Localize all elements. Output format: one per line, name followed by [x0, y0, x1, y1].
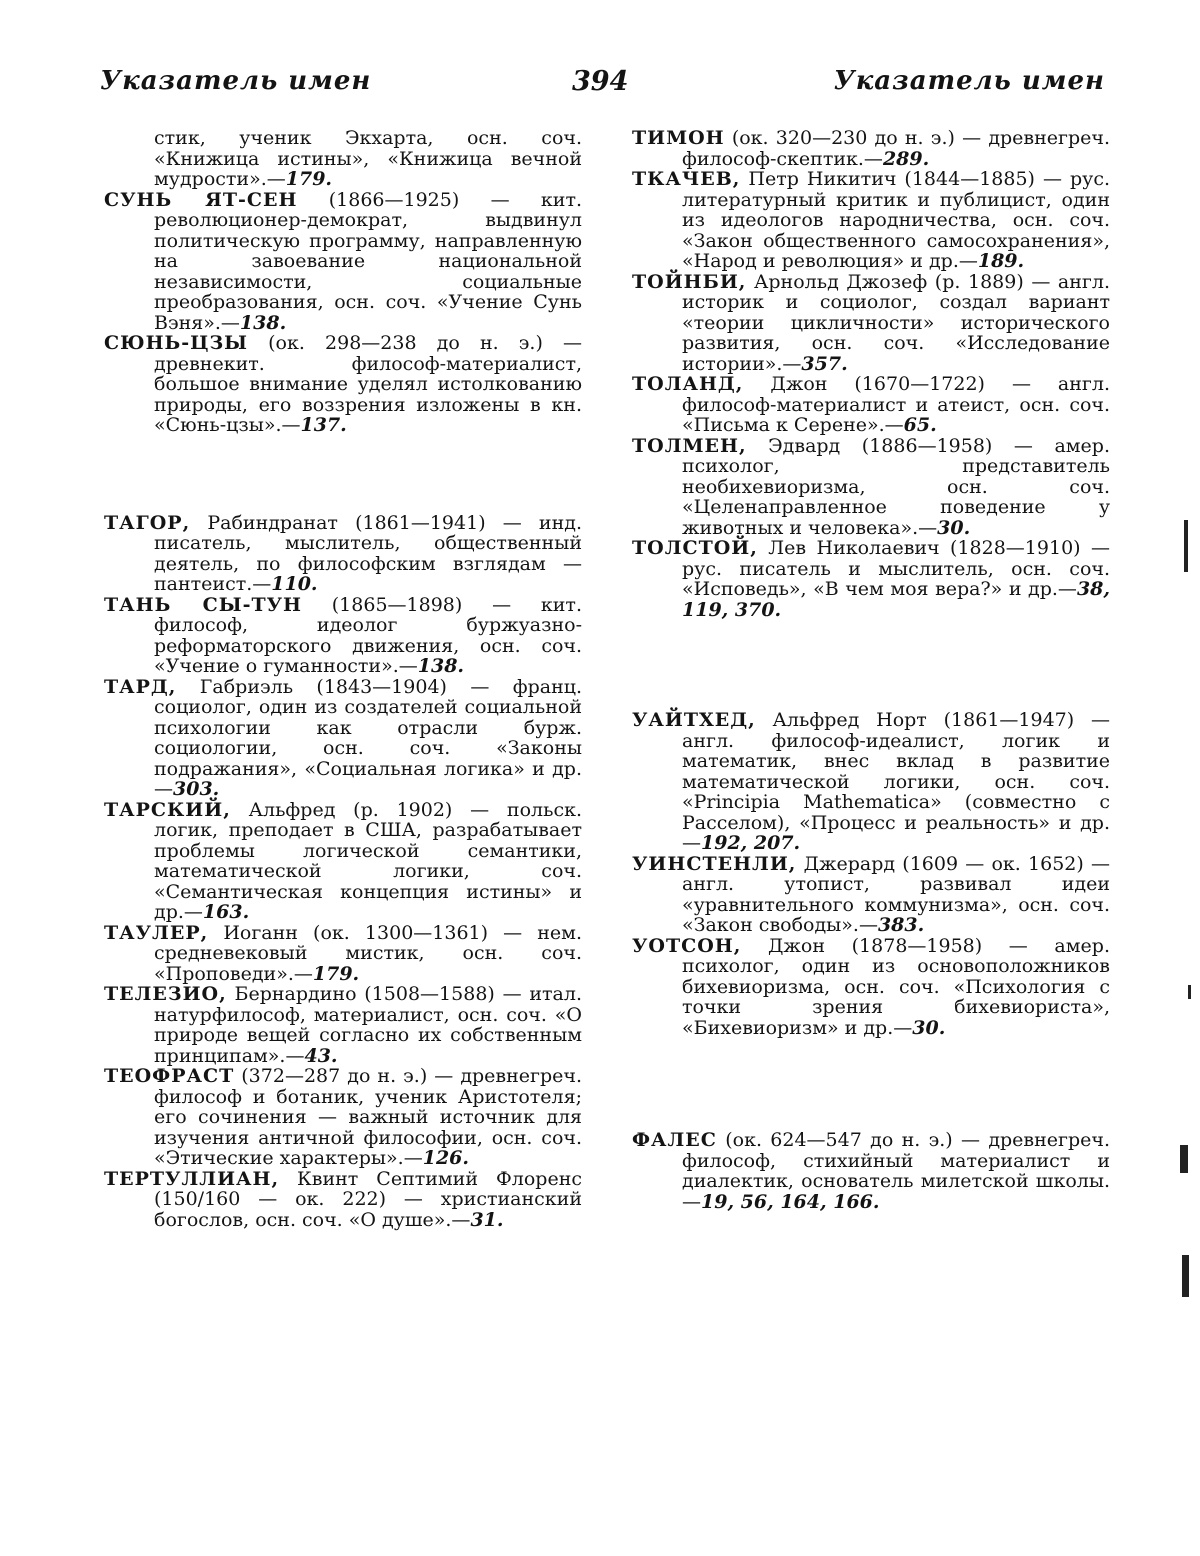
index-entry-toynbee: ТОЙНБИ, Арнольд Джозеф (р. 1889) — англ. историк и социолог, создал вариант «теории цикличности» исторического развития, осн. соч. «Исследование истории».—357. [632, 270, 1110, 375]
scan-edge-mark [1180, 1145, 1188, 1173]
page-refs: 65. [903, 414, 937, 436]
letter-section-gap [632, 620, 1110, 710]
scan-edge-mark [1188, 985, 1191, 999]
entry-name: УОТСОН, [632, 934, 742, 957]
entry-name: УИНСТЕНЛИ, [632, 852, 797, 875]
entry-name: ТАРД, [104, 675, 177, 698]
index-entry-whitehead: УАЙТХЕД, Альфред Норт (1861—1947) — англ. философ-идеалист, логик и математик, внес вклад в развитие математической логики, осн. соч. «Principia Mathematica» (совместно с Расселом), «Процесс и реальность» и др.—192, 207. [632, 709, 1110, 854]
entry-name: ТОЙНБИ, [632, 270, 747, 293]
entry-name: ТОЛМЕН, [632, 434, 747, 457]
page-refs: 192, 207. [701, 832, 801, 854]
index-entry-tauler: ТАУЛЕР, Иоганн (ок. 1300—1361) — нем. средневековый мистик, осн. соч. «Проповеди».—179. [104, 921, 582, 985]
page-refs: 138. [417, 655, 465, 677]
index-entry-theophrastus: ТЕОФРАСТ (372—287 до н. э.) — древнегреч. философ и ботаник, ученик Аристотеля; его сочинения — важный источник для изучения античной философии, осн. соч. «Этические характеры».—126. [104, 1065, 582, 1169]
index-entry-tertullian: ТЕРТУЛЛИАН, Квинт Септимий Флоренс (150/160 — ок. 222) — христианский богослов, осн. соч. «О душе».—31. [104, 1167, 582, 1231]
page-refs: 137. [300, 414, 347, 436]
entry-name: ТЕРТУЛЛИАН, [104, 1167, 280, 1190]
page-refs: 110. [271, 573, 318, 595]
index-entry-tarski: ТАРСКИЙ, Альфред (р. 1902) — польск. логик, преподает в США, разрабатывает проблемы логической семантики, математической логики, соч. «Семантическая концепция истины» и др.—163. [104, 798, 582, 923]
letter-section-gap [632, 1038, 1110, 1130]
entry-name: ТАУЛЕР, [104, 921, 209, 944]
index-entry-thales: ФАЛЕС (ок. 624—547 до н. э.) — древнегреч. философ, стихийный материалист и диалектик, основатель милетской школы.—19, 56, 164, 166. [632, 1129, 1110, 1213]
entry-name: ТАНЬ СЫ-ТУН [104, 593, 302, 616]
entry-name: ТОЛСТОЙ, [632, 537, 758, 559]
entry-name: ТЕЛЕЗИО, [104, 983, 227, 1005]
index-entry-tan-sitong: ТАНЬ СЫ-ТУН (1865—1898) — кит. философ, идеолог буржуазно-реформаторского движения, осн. соч. «Учение о гуманности».—138. [104, 593, 582, 677]
running-header-left: Указатель имен [100, 66, 372, 96]
index-entry-sun-yat-sen: СУНЬ ЯТ-СЕН (1866—1925) — кит. революционер-демократ, выдвинул политическую программу, направленную на завоевание национальной независимости, социальные преобразования, осн. соч. «Учение Сунь Вэня».—138. [104, 188, 582, 334]
page-refs: 357. [801, 352, 848, 375]
page-refs: 163. [202, 901, 250, 923]
page-refs: 43. [304, 1044, 338, 1067]
index-entry-timon: ТИМОН (ок. 320—230 до н. э.) — древнегреч. философ-скептик.—289. [632, 127, 1110, 170]
entry-name: ТАГОР, [104, 511, 191, 534]
page-refs: 303. [173, 778, 220, 800]
entry-name: СУНЬ ЯТ-СЕН [104, 188, 298, 211]
letter-section-gap [104, 436, 582, 513]
page-refs: 189. [977, 250, 1025, 272]
running-header-right: Указатель имен [833, 66, 1105, 96]
index-entry-toland: ТОЛАНД, Джон (1670—1722) — англ. философ-материалист и атеист, осн. соч. «Письма к Серене».—65. [632, 373, 1110, 436]
index-entry-tarde: ТАРД, Габриэль (1843—1904) — франц. социолог, один из создателей социальной психологии как отрасли бурж. социологии, осн. соч. «Законы подражания», «Социальная логика» и др.—303. [104, 675, 582, 800]
index-entry-tolman: ТОЛМЕН, Эдвард (1886—1958) — амер. психолог, представитель необихевиоризма, осн. соч. «Целенаправленное поведение у животных и человека».—30. [632, 434, 1110, 539]
index-entry-tagore: ТАГОР, Рабиндранат (1861—1941) — инд. писатель, мыслитель, общественный деятель, по философским взглядам — пантеист.—110. [104, 511, 582, 595]
entry-name: ТИМОН [632, 127, 725, 149]
scan-edge-mark [1184, 520, 1188, 572]
page-refs: 179. [285, 168, 333, 190]
page-refs: 19, 56, 164, 166. [701, 1190, 880, 1213]
index-entry-continuation: стик, ученик Экхарта, осн. соч. «Книжица истины», «Книжица вечной мудрости».—179. [154, 127, 582, 190]
page-refs: 383. [877, 914, 925, 936]
entry-name: ТЕОФРАСТ [104, 1065, 235, 1087]
page-refs: 126. [422, 1147, 469, 1169]
entry-name: СЮНЬ-ЦЗЫ [104, 332, 248, 354]
entry-name: УАЙТХЕД, [632, 709, 756, 731]
entry-name: ТАРСКИЙ, [104, 798, 231, 821]
index-entry-xunzi: СЮНЬ-ЦЗЫ (ок. 298—238 до н. э.) — древнекит. философ-материалист, большое внимание уделял истолкованию природы, его воззрения изложены в кн. «Сюнь-цзы».—137. [104, 332, 582, 436]
page-refs: 38, 119, 370. [682, 578, 1110, 621]
page-number: 394 [572, 66, 629, 97]
right-column [632, 128, 1110, 1212]
index-entry-winstanley: УИНСТЕНЛИ, Джерард (1609 — ок. 1652) — англ. утопист, развивал идеи «уравнительного коммунизма», осн. соч. «Закон свободы».—383. [632, 852, 1110, 936]
page-refs: 179. [312, 962, 360, 985]
entry-name: ТОЛАНД, [632, 373, 744, 395]
page-refs: 138. [239, 311, 287, 334]
index-entry-tolstoy: ТОЛСТОЙ, Лев Николаевич (1828—1910) — рус. писатель и мыслитель, осн. соч. «Исповедь», «В чем моя вера?» и др.—38, 119, 370. [632, 537, 1110, 621]
entry-name: ТКАЧЕВ, [632, 168, 741, 190]
page-refs: 289. [882, 147, 930, 170]
page-refs: 30. [937, 516, 971, 539]
scan-edge-mark [1182, 1255, 1189, 1297]
page-refs: 31. [470, 1208, 504, 1231]
index-entry-telesio: ТЕЛЕЗИО, Бернардино (1508—1588) — итал. натурфилософ, материалист, осн. соч. «О природе вещей согласно их собственным принципам».—43. [104, 983, 582, 1067]
left-column [104, 128, 582, 1230]
index-entry-tkachev: ТКАЧЕВ, Петр Никитич (1844—1885) — рус. литературный критик и публицист, один из идеологов народничества, осн. соч. «Закон общественного самосохранения», «Народ и революция» и др.—189. [632, 168, 1110, 272]
entry-name: ФАЛЕС [632, 1129, 717, 1151]
index-entry-watson: УОТСОН, Джон (1878—1958) — амер. психолог, один из основоположников бихевиоризма, осн. соч. «Психология с точки зрения бихевиориста», «Бихевиоризм» и др.—30. [632, 934, 1110, 1039]
page-refs: 30. [912, 1016, 946, 1039]
